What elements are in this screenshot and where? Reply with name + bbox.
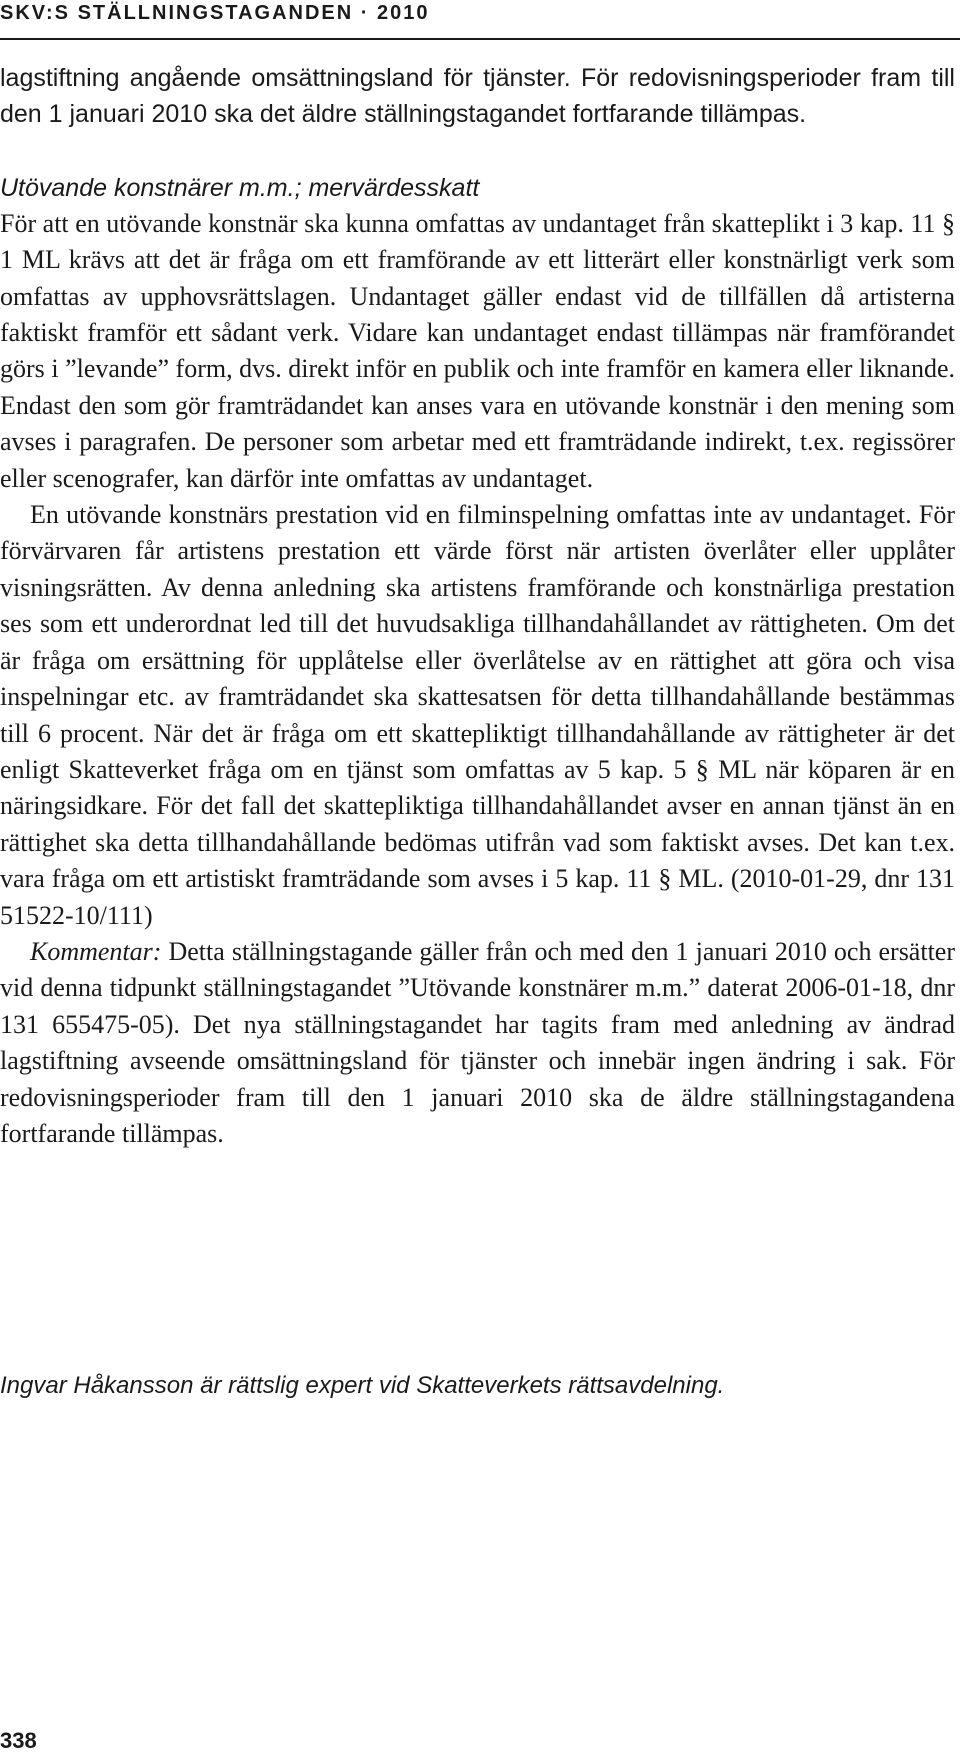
comment-label: Kommentar:	[30, 936, 162, 966]
body-paragraph-2: En utövande konstnärs prestation vid en filminspelning omfattas inte av undantaget. För förvärvaren får artistens prestation ett värde först när artisten överlåter eller upplåter visningsrätten. Av denna anledning ska artistens framförande och konstnärliga prestation ses som ett underordnat led till det huvudsakliga tillhandahållandet av rättigheten. Om det är fråga om ersättning för upplåtelse eller överlåtelse av en rättighet att göra och visa inspelningar etc. av framträdandet ska skattesatsen för detta tillhandahållande bestämmas till 6 procent. När det är fråga om ett skattepliktigt tillhandahållande av rättigheter är det enligt Skatteverket fråga om en tjänst som omfattas av 5 kap. 5 § ML när köparen är en näringsidkare. För det fall det skattepliktiga tillhandahållandet avser en annan tjänst än en rättighet ska detta tillhandahållande bedömas utifrån vad som faktiskt avses. Det kan t.ex. vara fråga om ett artistiskt framträdande som avses i 5 kap. 11 § ML. (2010-01-29, dnr 131 51522-10/111)	[0, 500, 955, 930]
body-paragraph-1: För att en utövande konstnär ska kunna omfattas av undantaget från skatteplikt i 3 kap. 11 § 1 ML krävs att det är fråga om ett framförande av ett litterärt eller konstnärligt verk som omfattas av upphovsrättslagen. Undantaget gäller endast vid de tillfällen då artisterna faktiskt framför ett sådant verk. Vidare kan undantaget endast tillämpas när framförandet görs i ”levande” form, dvs. direkt inför en publik och inte framför en kamera eller liknande. Endast den som gör framträdandet kan anses vara en utövande konstnär i den mening som avses i paragrafen. De personer som arbetar med ett framträdande indirekt, t.ex. regissörer eller scenografer, kan därför inte omfattas av undantaget.	[0, 208, 955, 493]
section-heading: Utövande konstnärer m.m.; mervärdesskatt	[0, 173, 480, 202]
comment-paragraph	[0, 934, 955, 1152]
comment-text: Detta ställningstagande gäller från och med den 1 januari 2010 och ersätter vid denna tidpunkt ställningstagandet ”Utövande konstnärer m.m.” daterat 2006-01-18, dnr 131 655475-05). Det nya ställningstagandet har tagits fram med anledning av ändrad lagstiftning avseende omsättningsland för tjänster och innebär ingen ändring i sak. För redovisningsperioder fram till den 1 januari 2010 ska de äldre ställningstagandena fortfarande tillämpas.	[0, 936, 955, 1148]
intro-paragraph: lagstiftning angående omsättningsland för tjänster. För redovisningsperioder fram till den 1 januari 2010 ska det äldre ställningstagandet fortfarande tillämpas.	[0, 64, 955, 129]
author-byline: Ingvar Håkansson är rättslig expert vid Skatteverkets rättsavdelning.	[0, 1372, 725, 1399]
page-header	[0, 0, 960, 42]
running-header-title: SKV:S STÄLLNINGSTAGANDEN · 2010	[0, 2, 430, 24]
header-rule	[0, 38, 960, 40]
page-number: 338	[0, 1728, 37, 1753]
article-body	[0, 60, 955, 1152]
